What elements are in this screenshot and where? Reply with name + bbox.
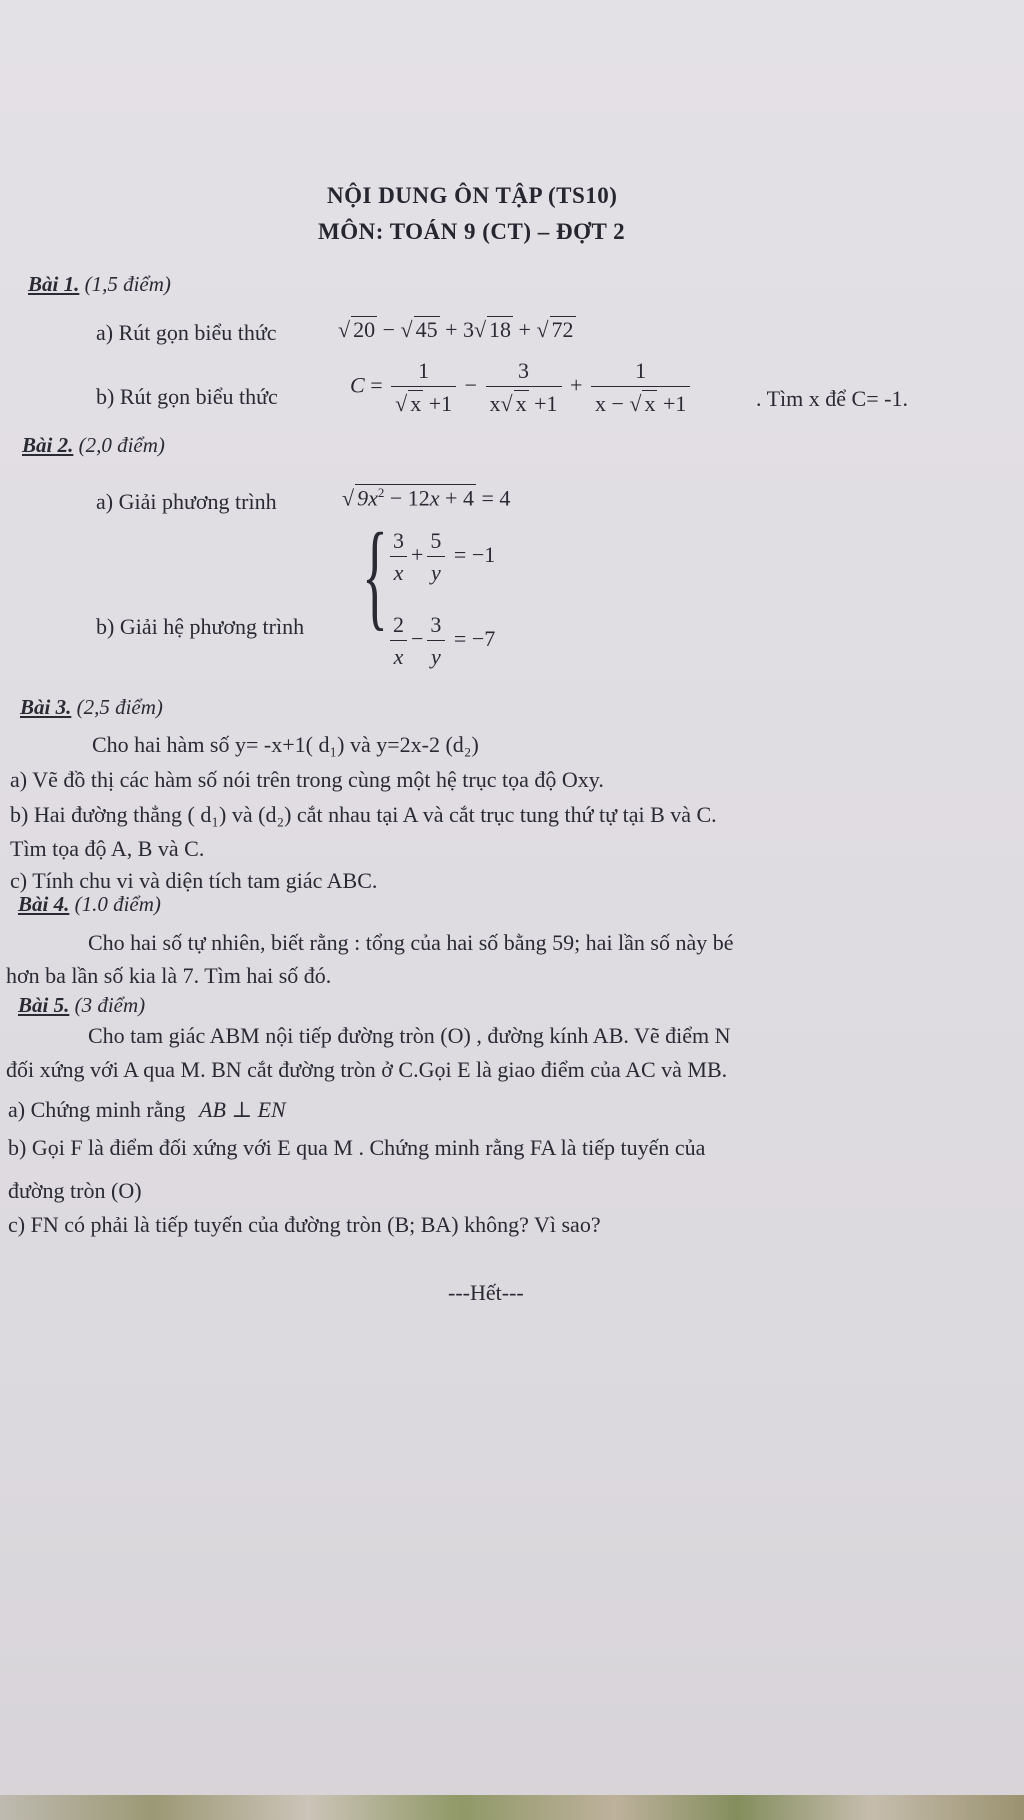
- bai1-b-text: b) Rút gọn biểu thức: [96, 384, 278, 409]
- bai1-a-expression: √ 20 − √ 45 + 3√ 18 + √ 72: [338, 317, 574, 342]
- doc-title: NỘI DUNG ÔN TẬP (TS10): [327, 183, 618, 208]
- bai2-a-expression: √ $9x^2 - 12x + 4 = 4$: [342, 485, 511, 511]
- background-foliage-strip: [0, 1795, 1024, 1820]
- bai2-points: (2,0 điểm): [78, 433, 165, 457]
- bai2-a-text: a) Giải phương trình: [96, 489, 277, 514]
- bai4-heading: [18, 892, 161, 917]
- bai1-b: [96, 384, 278, 410]
- bai2-b-eq1: $\frac{3}{x}$ + $\frac{5}{y}$ = −1: [386, 528, 495, 586]
- doc-subtitle: MÔN: TOÁN 9 (CT) – ĐỢT 2: [318, 219, 626, 244]
- bai1-heading: [28, 272, 171, 297]
- bai3-b1: b) Hai đường thẳng ( d₁) và (d₂) cắt nhau tại A và cắt trục tung thứ tự tại B và C.: [10, 802, 717, 827]
- bai3-label: Bài 3.: [20, 695, 72, 719]
- bai5-a: [8, 1097, 286, 1123]
- bai5-line1: Cho tam giác ABM nội tiếp đường tròn (O) , đường kính AB. Vẽ điểm N: [88, 1023, 731, 1048]
- bai4-label: Bài 4.: [18, 892, 70, 916]
- bai1-a: [96, 320, 277, 346]
- bai1-points: (1,5 điểm): [84, 272, 171, 296]
- bai1-a-text: a) Rút gọn biểu thức: [96, 320, 277, 345]
- bai1-b-expression: C = $\frac{1}{√ x +1}$ − $\frac{3}{x√ x +1}$ + $\frac{1}{x - √ x +1}$: [350, 358, 693, 417]
- bai5-heading: [18, 993, 145, 1018]
- bai5-a-text: a) Chứng minh rằng: [8, 1097, 186, 1122]
- bai3-c: c) Tính chu vi và diện tích tam giác ABC.: [10, 868, 378, 893]
- bai3-heading: [20, 695, 163, 720]
- bai5-b2: đường tròn (O): [8, 1178, 142, 1203]
- bai3-b2: Tìm tọa độ A, B và C.: [10, 836, 205, 861]
- bai1-b-after: . Tìm x để C= -1.: [756, 386, 908, 411]
- bai4-line2: hơn ba lần số kia là 7. Tìm hai số đó.: [6, 963, 332, 988]
- system-brace: {: [362, 508, 388, 641]
- bai3-points: (2,5 điểm): [76, 695, 163, 719]
- bai5-c: c) FN có phải là tiếp tuyến của đường tròn (B; BA) không? Vì sao?: [8, 1212, 601, 1237]
- bai2-label: Bài 2.: [22, 433, 74, 457]
- bai3-a: a) Vẽ đồ thị các hàm số nói trên trong cùng một hệ trục tọa độ Oxy.: [10, 767, 604, 792]
- bai2-b-text: b) Giải hệ phương trình: [96, 614, 305, 639]
- bai5-a-math: AB ⊥ EN: [199, 1097, 286, 1122]
- bai2-a: [96, 489, 277, 515]
- bai4-line1: Cho hai số tự nhiên, biết rằng : tổng của hai số bằng 59; hai lần số này bé: [88, 930, 734, 955]
- bai5-label: Bài 5.: [18, 993, 70, 1017]
- bai5-line2: đối xứng với A qua M. BN cắt đường tròn ở C.Gọi E là giao điểm của AC và MB.: [6, 1057, 728, 1082]
- bai1-label: Bài 1.: [28, 272, 80, 296]
- bai2-b: [96, 614, 304, 640]
- bai3-intro: Cho hai hàm số y= -x+1( d₁) và y=2x-2 (d₂): [92, 732, 479, 757]
- bai5-points: (3 điểm): [74, 993, 146, 1017]
- bai2-heading: [22, 433, 165, 458]
- bai5-b1: b) Gọi F là điểm đối xứng với E qua M . Chứng minh rằng FA là tiếp tuyến của: [8, 1135, 706, 1160]
- bai2-b-eq2: $\frac{2}{x}$ − $\frac{3}{y}$ = −7: [386, 612, 495, 670]
- bai4-points: (1.0 điểm): [74, 892, 161, 916]
- end-marker: ---Hết---: [448, 1280, 524, 1305]
